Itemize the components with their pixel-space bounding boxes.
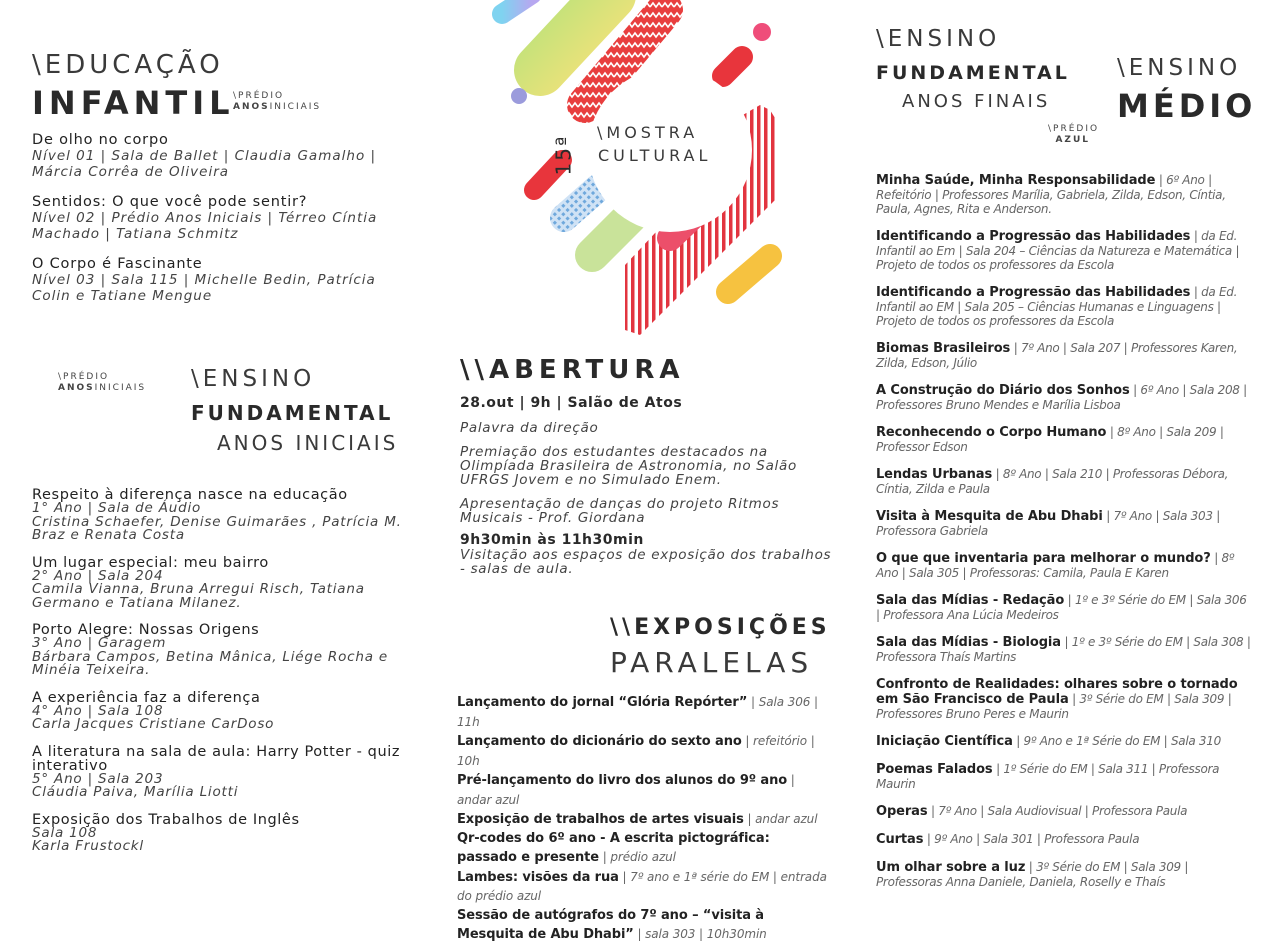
list-item [32, 745, 417, 800]
item-detail: | andar azul [743, 812, 818, 826]
list-item [876, 635, 1251, 664]
mostra-artwork [470, 0, 800, 345]
item-title: A Construção do Diário dos Sonhos [876, 383, 1130, 398]
tag-line1: \PRÉDIO [1048, 124, 1100, 134]
item-detail: | 7º Ano | Sala Audiovisual | Professora Paula [927, 804, 1188, 818]
iniciais-heading-line2: FUNDAMENTAL [191, 401, 394, 425]
item-detail: 5° Ano | Sala 203 Cláudia Paiva, Marília Liotti [32, 770, 239, 800]
finais-heading-line2: FUNDAMENTAL [876, 62, 1070, 84]
item-detail: | prédio azul [599, 850, 676, 864]
list-item [876, 509, 1251, 538]
medio-heading-line1: \ENSINO [1117, 55, 1242, 81]
tag-line2-light: INICIAIS [269, 102, 322, 112]
iniciais-heading-line3: ANOS INICIAIS [217, 431, 399, 455]
list-item [457, 771, 827, 810]
paralelas-heading-line2: PARALELAS [610, 646, 814, 679]
item-detail: 2° Ano | Sala 204 Camila Vianna, Bruna Arregui Risch, Tatiana Germano e Tatiana Milanez. [32, 567, 365, 611]
item-detail: 1° Ano | Sala de Áudio Cristina Schaefer, Denise Guimarães , Patrícia M. Braz e Renata Costa [32, 500, 402, 543]
item-detail: | 1º Série do EM | Sala 311 | Professora Maurin [876, 762, 1220, 791]
abertura-heading: \\ABERTURA [460, 355, 685, 385]
mostra-line2: CULTURAL [598, 146, 712, 165]
list-item [457, 810, 827, 830]
item-detail: | sala 303 | 10h30min [633, 927, 767, 941]
list-item [32, 691, 417, 732]
item-title: Respeito à diferença nasce na educação [32, 487, 348, 503]
shape-yellow-stroke [540, 0, 610, 70]
list-item [457, 830, 827, 868]
tag-line2-light: INICIAIS [94, 383, 147, 393]
list-item [32, 256, 412, 304]
list-item [876, 804, 1251, 819]
item-detail: | refeitório | 10h [457, 734, 815, 768]
item-detail: | andar azul [457, 773, 795, 807]
item-title: Curtas [876, 832, 924, 847]
item-title: Reconhecendo o Corpo Humano [876, 425, 1107, 440]
item-detail: Nível 03 | Sala 115 | Michelle Bedin, Patrícia Colin e Tatiane Mengue [32, 272, 376, 304]
item-detail: | 3º Série do EM | Sala 309 | Professores Bruno Peres e Maurin [876, 692, 1232, 721]
list-item [457, 907, 827, 945]
item-title: Exposição dos Trabalhos de Inglês [32, 811, 300, 828]
paralelas-heading-line1: \\EXPOSIÇÕES [610, 615, 831, 640]
item-detail: Sala 108 Karla Frustockl [32, 824, 144, 854]
item-detail: Nível 02 | Prédio Anos Iniciais | Térreo Cíntia Machado | Tatiana Schmitz [32, 210, 378, 242]
list-item [876, 551, 1251, 580]
item-title: Um lugar especial: meu bairro [32, 554, 269, 571]
item-detail: | 9º Ano | Sala 301 | Professora Paula [923, 832, 1140, 846]
iniciais-building-tag [58, 372, 146, 394]
list-item [876, 860, 1251, 889]
list-item [32, 556, 417, 611]
item-title: Sala das Mídias - Biologia [876, 635, 1061, 650]
abertura-when: 28.out | 9h | Salão de Atos [460, 395, 683, 411]
item-title: Sala das Mídias - Redação [876, 593, 1065, 608]
item-title: Lançamento do jornal “Glória Repórter” [457, 695, 748, 710]
abertura-p4: Visitação aos espaços de exposição dos trabalhos - salas de aula. [460, 547, 832, 577]
item-detail: | 8º Ano | Sala 209 | Professor Edson [876, 425, 1224, 454]
item-title: Identificando a Progressão das Habilidades [876, 285, 1191, 300]
item-title: Pré-lançamento do livro dos alunos do 9º ano [457, 773, 788, 788]
item-title: Visita à Mesquita de Abu Dhabi [876, 509, 1103, 524]
abertura-p1: Palavra da direção [460, 420, 599, 436]
infantil-heading-line1: \EDUCAÇÃO [32, 50, 224, 80]
item-detail: | da Ed. Infantil ao Em | Sala 204 – Ciências da Natureza e Matemática | Projeto de todos os professores da Escola [876, 229, 1240, 272]
item-detail: Nível 01 | Sala de Ballet | Claudia Gamalho | Márcia Corrêa de Oliveira [32, 148, 377, 180]
item-title: Iniciação Científica [876, 734, 1013, 749]
iniciais-list [32, 488, 417, 867]
list-item [457, 693, 827, 732]
item-title: Sentidos: O que você pode sentir? [32, 194, 308, 210]
list-item [876, 285, 1251, 328]
mostra-number: 15ª [551, 134, 576, 176]
item-detail: 4° Ano | Sala 108 Carla Jacques Cristiane CarDoso [32, 702, 275, 732]
item-title: Lendas Urbanas [876, 467, 993, 482]
shape-blue-stroke [502, 0, 532, 14]
list-item [876, 467, 1251, 496]
list-item [32, 623, 417, 678]
item-title: Confronto de Realidades: olhares sobre o tornado em São Francisco de Paula [876, 677, 1238, 707]
finais-heading-line3: ANOS FINAIS [902, 91, 1051, 112]
item-detail: | 7º ano e 1ª série do EM | entrada do prédio azul [457, 869, 827, 903]
abertura-p3: Apresentação de danças do projeto Ritmos Musicais - Prof. Giordana [460, 496, 780, 526]
list-item [876, 383, 1251, 412]
item-title: Sessão de autógrafos do 7º ano – “visita à Mesquita de Abu Dhabi” [457, 907, 764, 942]
item-detail: | 1º e 3º Série do EM | Sala 306 | Professora Ana Lúcia Medeiros [876, 593, 1247, 622]
item-detail: | 7º Ano | Sala 303 | Professora Gabriela [876, 509, 1220, 538]
list-item [457, 868, 827, 907]
item-title: De olho no corpo [32, 132, 169, 148]
item-title: A experiência faz a diferença [32, 689, 261, 706]
list-item [32, 132, 412, 180]
medio-heading-line2: MÉDIO [1117, 87, 1257, 125]
item-detail: 3° Ano | Garagem Bárbara Campos, Betina Mânica, Liége Rocha e Minéia Teixeira. [32, 635, 389, 678]
item-title: Um olhar sobre a luz [876, 860, 1026, 875]
shape-yellow-short [728, 256, 770, 292]
abertura-p2: Premiação dos estudantes destacados na Olimpíada Brasileira de Astronomia, no Salão UFRGS Jovem e no Simulado Enem. [460, 444, 797, 488]
finais-building-tag [1048, 124, 1100, 146]
abertura-time2: 9h30min às 11h30min [460, 532, 644, 548]
mostra-number-wrap [551, 117, 591, 187]
list-item [876, 734, 1251, 749]
item-title: Qr-codes do 6º ano - A escrita pictográfica: passado e presente [457, 830, 770, 865]
list-item [32, 813, 417, 854]
list-item [457, 732, 827, 771]
paralelas-list [457, 693, 827, 945]
mostra-line1: \MOSTRA [597, 123, 699, 142]
item-title: O Corpo é Fascinante [32, 256, 203, 272]
list-item [876, 593, 1251, 622]
projetos-list [876, 173, 1251, 902]
item-detail: | 1º e 3º Série do EM | Sala 308 | Professora Thaís Martins [876, 635, 1251, 664]
item-title: O que que inventaria para melhorar o mundo? [876, 551, 1211, 566]
item-title: Lançamento do dicionário do sexto ano [457, 734, 742, 749]
shape-pink-dot [753, 23, 771, 41]
list-item [32, 488, 417, 543]
infantil-list [32, 132, 412, 318]
shape-lavender-dot [511, 88, 527, 104]
iniciais-heading-line1: \ENSINO [191, 366, 316, 392]
item-title: A literatura na sala de aula: Harry Potter - quiz interativo [32, 743, 401, 774]
item-detail: | 6º Ano | Sala 208 | Professores Bruno Mendes e Marília Lisboa [876, 383, 1247, 412]
list-item [876, 762, 1251, 791]
tag-line2-bold: ANOS [58, 383, 95, 393]
list-item [876, 677, 1251, 721]
list-item [876, 832, 1251, 847]
item-title: Minha Saúde, Minha Responsabilidade [876, 173, 1156, 188]
item-title: Porto Alegre: Nossas Origens [32, 622, 260, 638]
item-title: Poemas Falados [876, 762, 993, 777]
abertura-block [460, 395, 840, 576]
list-item [32, 194, 412, 242]
infantil-heading-line2: INFANTIL [32, 84, 235, 122]
item-title: Exposição de trabalhos de artes visuais [457, 812, 744, 827]
item-title: Identificando a Progressão das Habilidades [876, 229, 1191, 244]
list-item [876, 341, 1251, 370]
item-detail: | 9º Ano e 1ª Série do EM | Sala 310 [1012, 734, 1221, 748]
item-title: Biomas Brasileiros [876, 341, 1011, 356]
item-detail: | 6º Ano | Refeitório | Professores Marília, Gabriela, Zilda, Edson, Cíntia, Paula, Agnes, Rita e Anderson. [876, 173, 1226, 216]
item-detail: | 3º Série do EM | Sala 309 | Professoras Anna Daniele, Daniela, Roselly e Thaís [876, 860, 1189, 889]
tag-line1: \PRÉDIO [58, 372, 110, 382]
tag-line1: \PRÉDIO [233, 91, 285, 101]
list-item [876, 425, 1251, 454]
finais-heading-line1: \ENSINO [876, 26, 1001, 52]
shape-red-short [723, 57, 742, 76]
item-detail: | da Ed. Infantil ao EM | Sala 205 – Ciências Humanas e Linguagens | Projeto de todos os professores da Escola [876, 285, 1238, 328]
item-detail: | 8º Ano | Sala 210 | Professoras Débora, Cíntia, Zilda e Paula [876, 467, 1229, 496]
list-item [876, 229, 1251, 272]
shape-checked-stroke [564, 188, 598, 218]
infantil-building-tag [233, 91, 321, 113]
item-detail: | 8º Ano | Sala 305 | Professoras: Camila, Paula E Karen [876, 551, 1235, 580]
tag-line2-bold: AZUL [1055, 135, 1090, 145]
list-item [876, 173, 1251, 216]
item-detail: | 7º Ano | Sala 207 | Professores Karen, Zilda, Edson, Júlio [876, 341, 1238, 370]
item-detail: | Sala 306 | 11h [457, 695, 818, 729]
item-title: Operas [876, 804, 928, 819]
item-title: Lambes: visões da rua [457, 869, 619, 885]
tag-line2-bold: ANOS [233, 102, 270, 112]
